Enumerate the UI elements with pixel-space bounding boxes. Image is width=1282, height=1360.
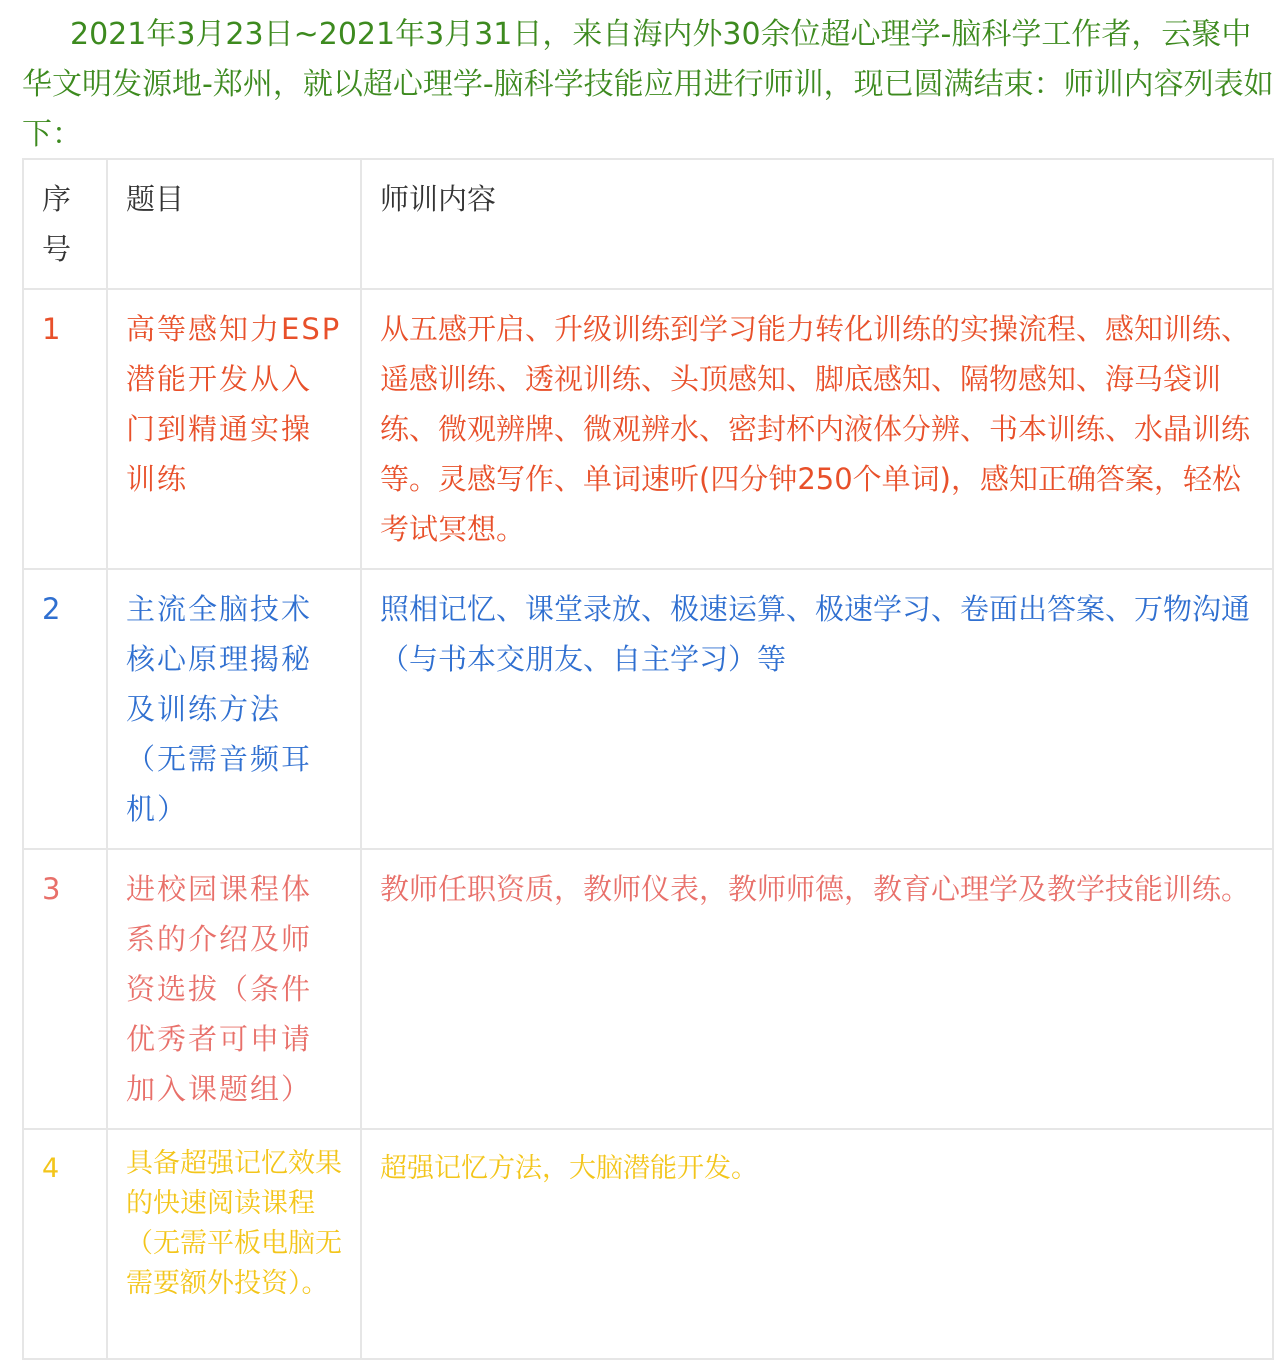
row-title: 进校园课程体系的介绍及师资选拔（条件优秀者可申请加入课题组） <box>107 849 361 1129</box>
row-title: 高等感知力ESP潜能开发从入门到精通实操训练 <box>107 289 361 569</box>
table-header-row <box>23 159 1273 289</box>
table-row <box>23 569 1273 849</box>
row-content: 超强记忆方法，大脑潜能开发。 <box>361 1129 1273 1359</box>
row-index: 4 <box>23 1129 107 1359</box>
training-content-table <box>22 158 1274 1360</box>
row-title: 主流全脑技术核心原理揭秘及训练方法（无需音频耳机） <box>107 569 361 849</box>
row-content: 从五感开启、升级训练到学习能力转化训练的实操流程、感知训练、遥感训练、透视训练、头顶感知、脚底感知、隔物感知、海马袋训练、微观辨牌、微观辨水、密封杯内液体分辨、书本训练、水晶训练等。灵感写作、单词速听(四分钟250个单词)，感知正确答案，轻松考试冥想。 <box>361 289 1273 569</box>
intro-paragraph: 2021年3月23日~2021年3月31日，来自海内外30余位超心理学-脑科学工作者，云聚中华文明发源地-郑州，就以超心理学-脑科学技能应用进行师训，现已圆满结束：师训内容列表如下： <box>22 17 1274 152</box>
row-content: 照相记忆、课堂录放、极速运算、极速学习、卷面出答案、万物沟通（与书本交朋友、自主学习）等 <box>361 569 1273 849</box>
table-row <box>23 1129 1273 1359</box>
row-index: 2 <box>23 569 107 849</box>
header-content: 师训内容 <box>361 159 1273 289</box>
table-row <box>23 289 1273 569</box>
table-row <box>23 849 1273 1129</box>
row-title: 具备超强记忆效果的快速阅读课程（无需平板电脑无需要额外投资）。 <box>107 1129 361 1359</box>
header-title: 题目 <box>107 159 361 289</box>
row-index: 3 <box>23 849 107 1129</box>
row-content: 教师任职资质，教师仪表，教师师德，教育心理学及教学技能训练。 <box>361 849 1273 1129</box>
header-index: 序号 <box>23 159 107 289</box>
row-index: 1 <box>23 289 107 569</box>
